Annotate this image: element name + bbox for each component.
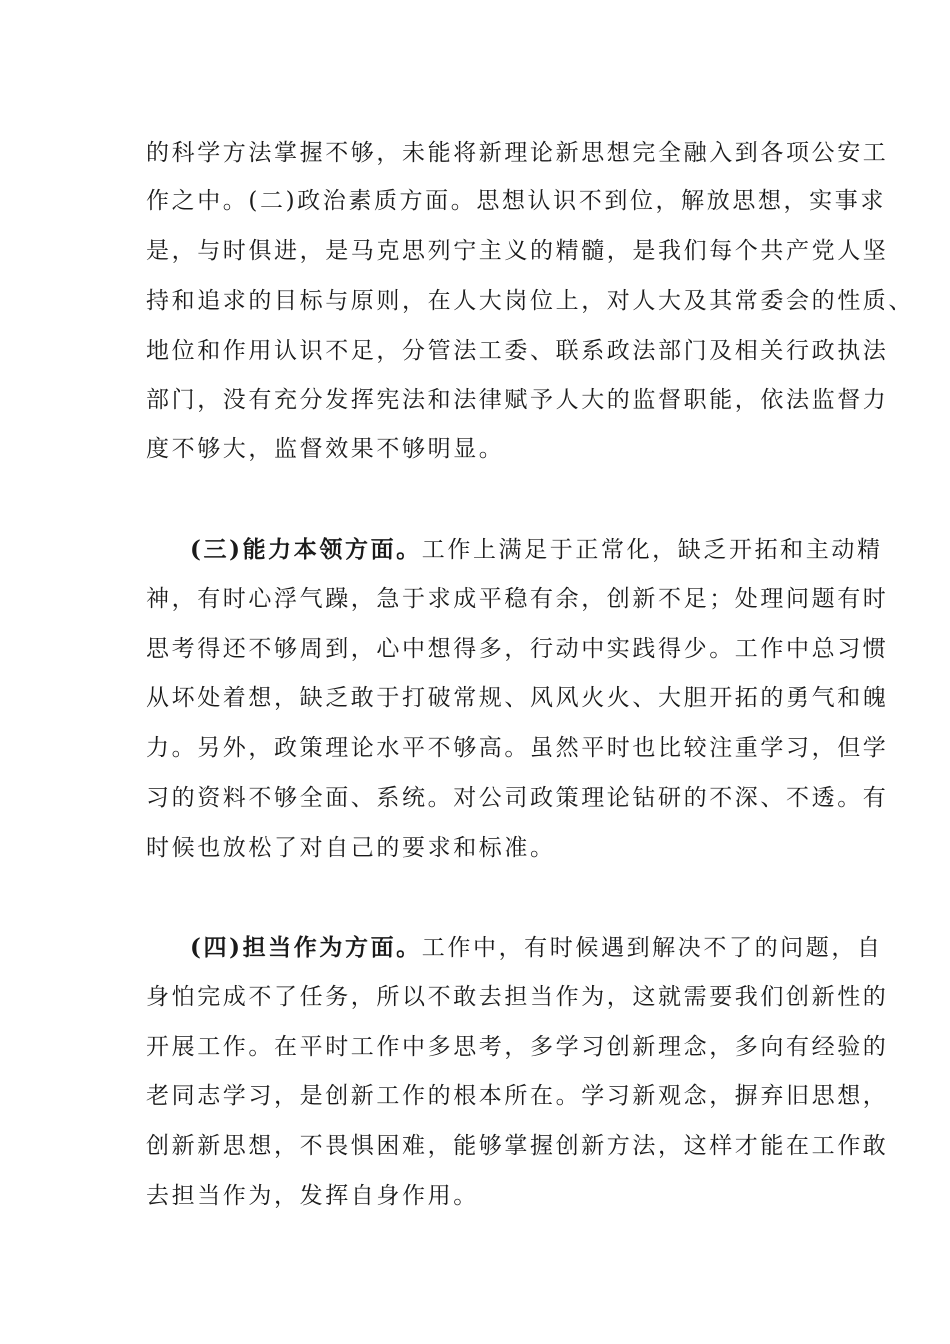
paragraph-text: 工作中，有时候遇到解决不了的问题，自: [421, 935, 883, 961]
paragraph-line: 地位和作用认识不足，分管法工委、联系政法部门及相关行政执法: [146, 338, 889, 364]
paragraph-line: 力。另外，政策理论水平不够高。虽然平时也比较注重学习，但学: [146, 735, 889, 761]
paragraph-line: 创新新思想，不畏惧困难，能够掌握创新方法，这样才能在工作敢: [146, 1133, 889, 1159]
paragraph-line: 时候也放松了对自己的要求和标准。: [146, 835, 556, 861]
section-heading: (四)担当作为方面。: [190, 934, 422, 961]
paragraph-line: 习的资料不够全面、系统。对公司政策理论钻研的不深、不透。有: [146, 785, 889, 811]
paragraph-line: 度不够大，监督效果不够明显。: [146, 436, 505, 462]
paragraph-line: 作之中。(二)政治素质方面。思想认识不到位，解放思想，实事求: [146, 188, 886, 214]
paragraph-first-line: [190, 933, 883, 963]
paragraph-line: 神，有时心浮气躁，急于求成平稳有余，创新不足；处理问题有时: [146, 586, 889, 612]
paragraph-line: 身怕完成不了任务，所以不敢去担当作为，这就需要我们创新性的: [146, 984, 889, 1010]
paragraph-line: 部门，没有充分发挥宪法和法律赋予人大的监督职能，依法监督力: [146, 387, 889, 413]
paragraph-line: 持和追求的目标与原则，在人大岗位上，对人大及其常委会的性质、: [146, 288, 914, 314]
paragraph-line: 去担当作为，发挥自身作用。: [146, 1183, 479, 1209]
paragraph-line: 是，与时俱进，是马克思列宁主义的精髓，是我们每个共产党人坚: [146, 238, 889, 264]
paragraph-first-line: [190, 535, 883, 565]
paragraph-line: 思考得还不够周到，心中想得多，行动中实践得少。工作中总习惯: [146, 636, 889, 662]
section-heading: (三)能力本领方面。: [190, 536, 422, 563]
paragraph-line: 从坏处着想，缺乏敢于打破常规、风风火火、大胆开拓的勇气和魄: [146, 685, 889, 711]
paragraph-line: 的科学方法掌握不够，未能将新理论新思想完全融入到各项公安工: [146, 140, 889, 166]
paragraph-text: 工作上满足于正常化，缺乏开拓和主动精: [421, 537, 883, 563]
paragraph-line: 开展工作。在平时工作中多思考，多学习创新理念，多向有经验的: [146, 1034, 889, 1060]
paragraph-line: 老同志学习，是创新工作的根本所在。学习新观念，摒弃旧思想，: [146, 1083, 889, 1109]
